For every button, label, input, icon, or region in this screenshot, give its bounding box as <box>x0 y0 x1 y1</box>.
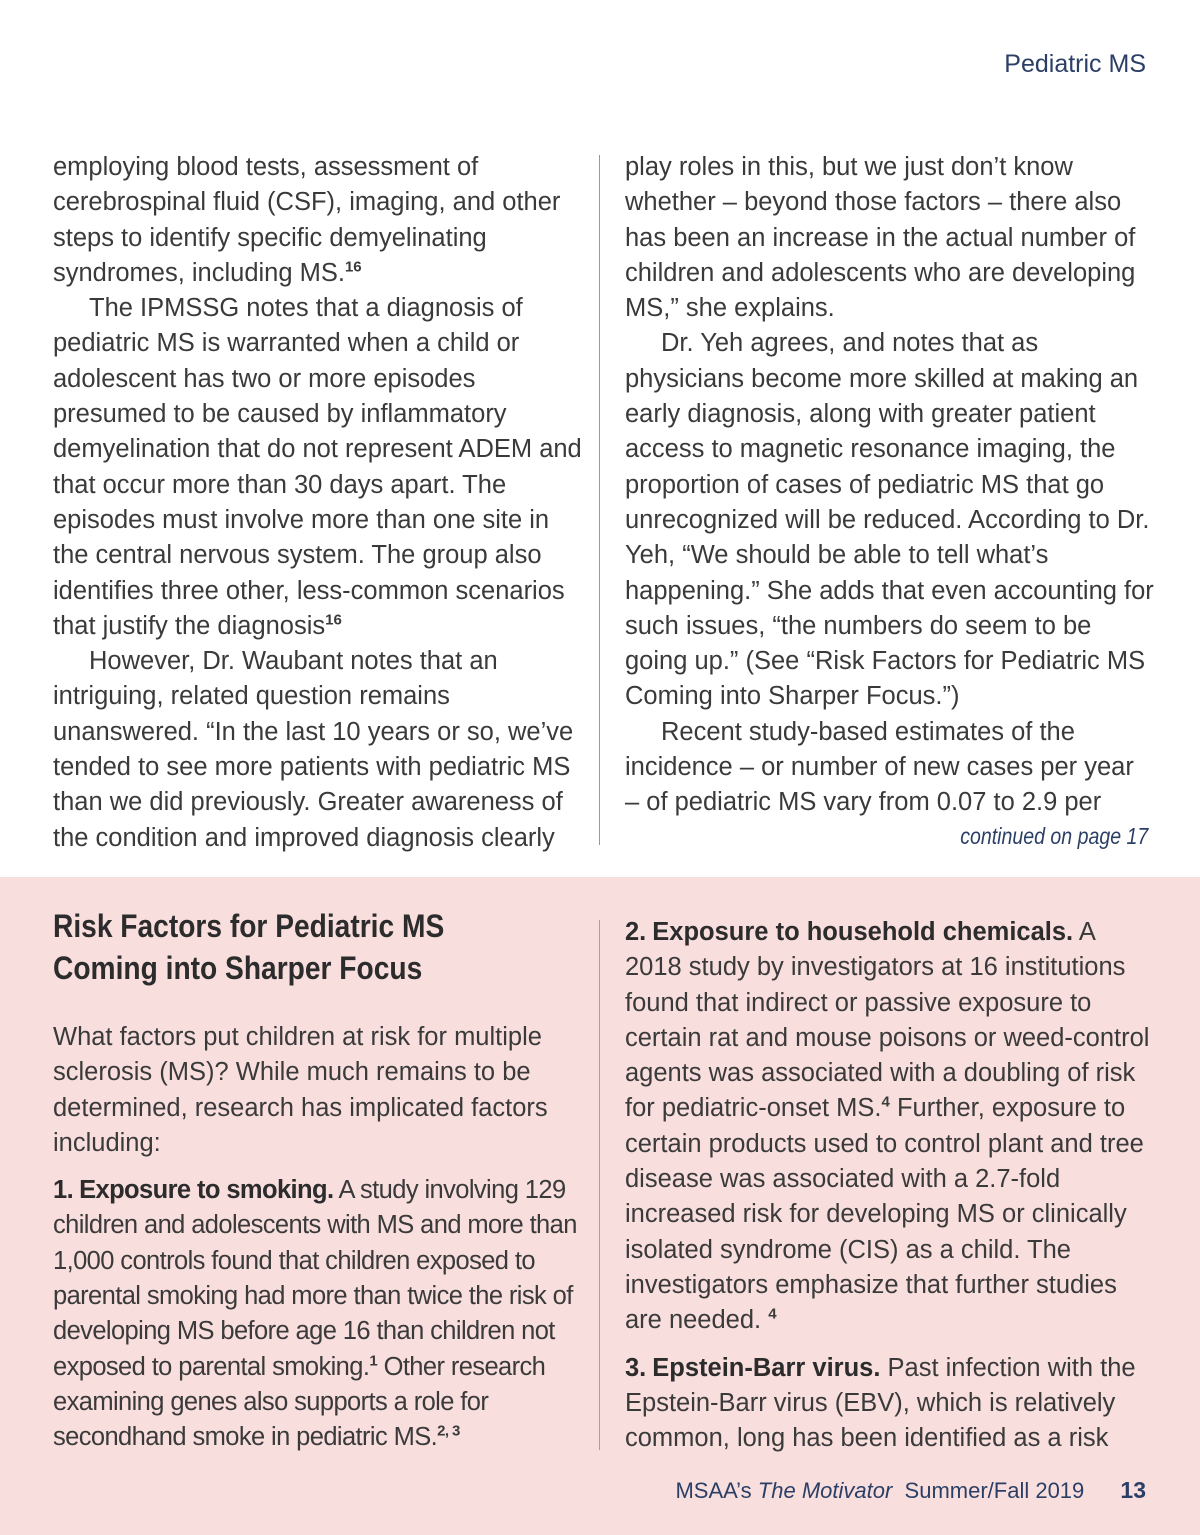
sidebar-title: Risk Factors for Pediatric MS Coming into Sharper Focus <box>53 908 445 986</box>
continued-note: continued on page 17 <box>959 823 1148 849</box>
footer-magazine: The Motivator <box>757 1478 893 1503</box>
reference-superscript: 1 <box>369 1352 378 1370</box>
article-paragraph: employing blood tests, assessment of cerebrospinal fluid (CSF), imaging, and other steps to identify specific demyelinating syndromes, including MS.$^{16}$ <box>53 153 561 287</box>
sidebar-column-left <box>53 1020 583 1456</box>
footer-publisher: MSAA’s <box>675 1478 752 1503</box>
reference-superscript: 16 <box>344 258 362 276</box>
footer-issue: Summer/Fall 2019 <box>904 1478 1085 1503</box>
article-column-left <box>53 150 583 856</box>
risk-factor-heading: Epstein-Barr virus. <box>652 1353 881 1382</box>
article-paragraph: play roles in this, but we just don’t know whether – beyond those factors – there also has been an increase in the actual number of children and adolescents who are developing MS,” she explains. <box>625 153 1136 323</box>
risk-factor-heading: Exposure to smoking. <box>79 1176 334 1205</box>
reference-superscript: 16 <box>325 611 342 629</box>
risk-factor-item: 2. Exposure to household chemicals. A 2018 study by investigators at 16 institutions found that indirect or passive exposure to certain rat and mouse poisons or weed-control agents was associated with a doubling of risk for pediatric-onset MS.$^4$ Further, exposure to certain products used to control plant and tree disease was associated with a 2.7-fold increased risk for developing MS or clinically isolated syndrome (CIS) as a child. The investigators emphasize that further studies are needed. $^4$ <box>625 918 1150 1335</box>
article-column-right <box>625 150 1155 821</box>
risk-factor-heading: Exposure to household chemicals. <box>652 918 1074 946</box>
reference-superscript: 4 <box>881 1093 890 1111</box>
sidebar-column-right <box>625 915 1155 1468</box>
page-number: 13 <box>1120 1477 1146 1503</box>
reference-superscript: 2, 3 <box>437 1422 460 1440</box>
article-paragraph: The IPMSSG notes that a diagnosis of pediatric MS is warranted when a child or adolescent has two or more episodes presumed to be caused by inflammatory demyelination that do not represent ADEM and that occur more than 30 days apart. The episodes must involve more than one site in the central nervous system. The group also identifies three other, less-common scenarios that justify the diagnosis$^{16}$ <box>53 294 582 640</box>
article-paragraph: However, Dr. Waubant notes that an intriguing, related question remains unanswered. “In the last 10 years or so, we’ve tended to see more patients with pediatric MS than we did previously. Greater awareness of the condition and improved diagnosis clearly <box>53 647 574 852</box>
page-footer <box>675 1477 1146 1504</box>
column-divider <box>599 155 600 845</box>
reference-superscript: 4 <box>768 1305 777 1323</box>
section-tag: Pediatric MS <box>1004 50 1146 78</box>
risk-factor-item: 1. Exposure to smoking. A study involving 129 children and adolescents with MS and more than 1,000 controls found that children exposed to parental smoking had more than twice the risk of developing MS before age 16 than children not exposed to parental smoking.$^1$ Other research examining genes also supports a role for secondhand smoke in pediatric MS.$^{2, 3}$ <box>53 1176 577 1452</box>
risk-factor-item: 3. Epstein-Barr virus. Past infection with the Epstein-Barr virus (EBV), which is relatively common, long has been identified as a risk <box>625 1353 1136 1453</box>
sidebar-intro: What factors put children at risk for multiple sclerosis (MS)? While much remains to be determined, research has implicated factors including: <box>53 1023 548 1157</box>
article-paragraph: Dr. Yeh agrees, and notes that as physicians become more skilled at making an early diagnosis, along with greater patient access to magnetic resonance imaging, the proportion of cases of pediatric MS that go unrecognized will be reduced. According to Dr. Yeh, “We should be able to tell what’s happening.” She adds that even accounting for such issues, “the numbers do seem to be going up.” (See “Risk Factors for Pediatric MS Coming into Sharper Focus.”) <box>625 329 1154 711</box>
sidebar-column-divider <box>599 920 600 1450</box>
article-paragraph: Recent study-based estimates of the incidence – or number of new cases per year – of pediatric MS vary from 0.07 to 2.9 per <box>625 717 1134 817</box>
